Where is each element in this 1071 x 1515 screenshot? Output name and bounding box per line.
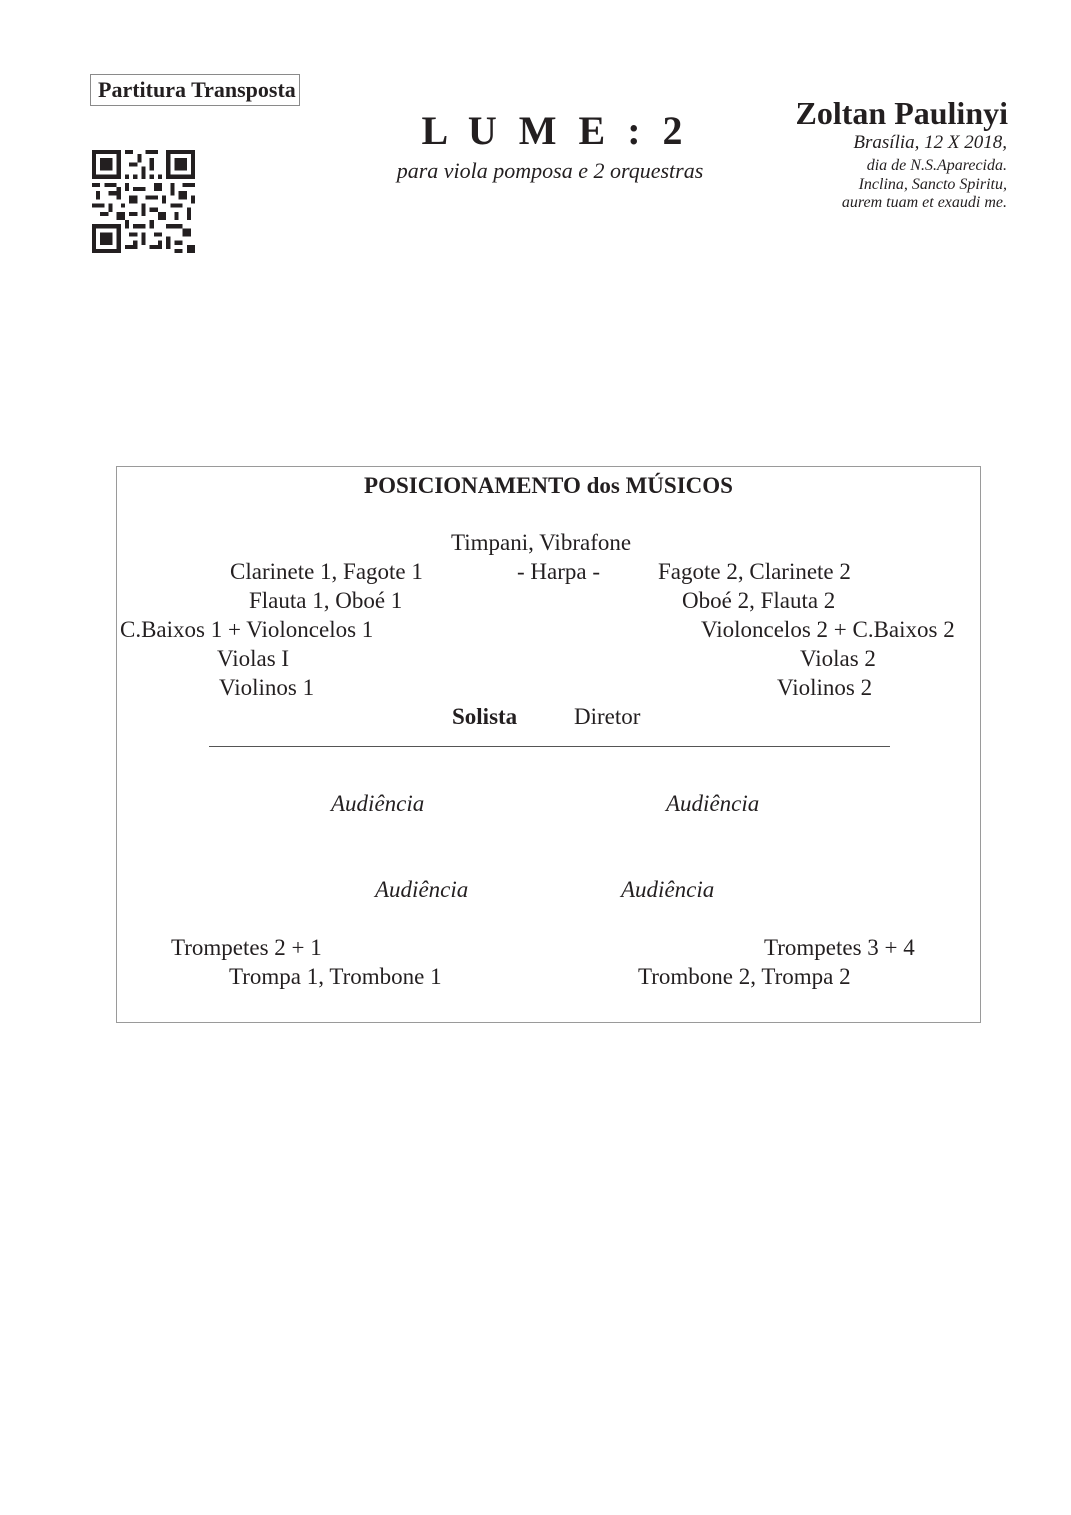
trumpets-right-position: Trompetes 3 + 4 xyxy=(764,935,915,960)
violins-2-position: Violinos 2 xyxy=(777,675,873,700)
seating-heading: POSICIONAMENTO dos MÚSICOS xyxy=(364,473,733,498)
horn-trombone-1-position: Trompa 1, Trombone 1 xyxy=(229,964,442,989)
seating-plan-box xyxy=(116,466,981,1023)
trumpets-left-position: Trompetes 2 + 1 xyxy=(171,935,322,960)
piece-title: L U M E : 2 xyxy=(421,108,689,153)
harp-position: - Harpa - xyxy=(517,559,601,584)
oboe-flute-2-position: Oboé 2, Flauta 2 xyxy=(682,588,836,613)
clarinet-bassoon-1-position: Clarinete 1, Fagote 1 xyxy=(230,559,423,584)
percussion-position: Timpani, Vibrafone xyxy=(451,530,632,555)
score-type-label: Partitura Transposta xyxy=(90,74,300,106)
bassoon-clarinet-2-position: Fagote 2, Clarinete 2 xyxy=(658,559,851,584)
violins-1-position: Violinos 1 xyxy=(219,675,315,700)
soloist-position: Solista xyxy=(452,704,518,729)
dedication-line: dia de N.S.Aparecida. xyxy=(866,157,1007,174)
dedication-line: Inclina, Sancto Spiritu, xyxy=(858,176,1007,193)
basses-cellos-1-position: C.Baixos 1 + Violoncelos 1 xyxy=(120,617,374,642)
audience-label: Audiência xyxy=(375,877,469,902)
audience-label: Audiência xyxy=(621,877,715,902)
cellos-basses-2-position: Violoncelos 2 + C.Baixos 2 xyxy=(701,617,955,642)
qr-code-icon xyxy=(92,150,195,253)
place-date: Brasília, 12 X 2018, xyxy=(853,132,1007,153)
trombone-horn-2-position: Trombone 2, Trompa 2 xyxy=(638,964,851,989)
audience-label: Audiência xyxy=(331,791,425,816)
audience-label: Audiência xyxy=(666,791,760,816)
violas-2-position: Violas 2 xyxy=(800,646,876,671)
dedication-line: aurem tuam et exaudi me. xyxy=(841,194,1007,211)
violas-1-position: Violas I xyxy=(217,646,290,671)
conductor-position: Diretor xyxy=(574,704,641,729)
flute-oboe-1-position: Flauta 1, Oboé 1 xyxy=(249,588,403,613)
stage-edge-line xyxy=(209,746,890,747)
composer-name: Zoltan Paulinyi xyxy=(795,95,1008,131)
piece-subtitle: para viola pomposa e 2 orquestras xyxy=(396,158,704,183)
